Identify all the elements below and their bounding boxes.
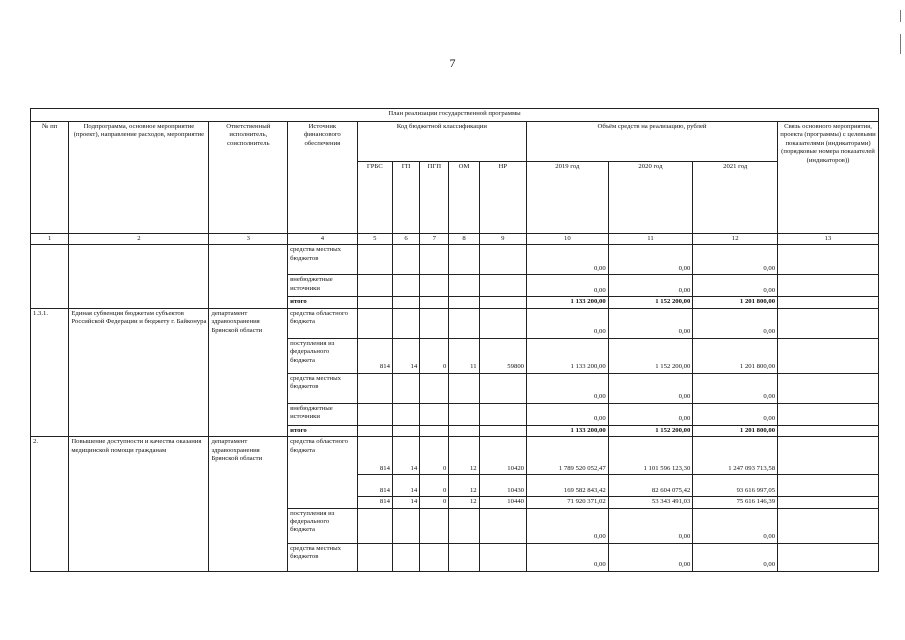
kbk-nr-cell: 10440 [479,497,526,508]
amount-2020-cell: 1 101 596 123,30 [608,437,693,475]
kbk-grbs-cell [357,308,392,338]
source-cell: поступления из федерального бюджета [288,508,358,543]
amount-2019-cell: 1 133 200,00 [527,297,609,308]
amount-2019-cell: 0,00 [527,245,609,275]
kbk-pgp-cell [420,297,449,308]
kbk-grbs-cell [357,425,392,436]
scan-mark [900,10,901,22]
table-row [31,245,879,275]
kbk-nr-cell [479,373,526,403]
column-number-cell: 11 [608,234,693,245]
amount-2020-cell: 1 152 200,00 [608,338,693,373]
kbk-grbs-cell: 814 [357,338,392,373]
kbk-empty-cell [392,543,419,571]
kbk-pgp-cell: 0 [420,497,449,508]
kbk-grbs-cell [357,275,392,297]
table-caption: План реализации государственной программы [31,109,879,122]
header-volume: Объём средств на реализацию, рублей [527,122,778,162]
kbk-empty-cell [479,508,526,543]
amount-2021-cell: 93 616 997,05 [693,475,778,497]
kbk-om-cell [449,308,479,338]
header-year-2021: 2021 год [693,162,778,234]
kbk-grbs-cell [357,245,392,275]
amount-2021-cell: 1 201 800,00 [693,425,778,436]
amount-2020-cell: 0,00 [608,543,693,571]
kbk-nr-cell [479,403,526,425]
column-number-cell: 12 [693,234,778,245]
source-cell: внебюджетные источники [288,275,358,297]
amount-2019-cell: 169 582 843,42 [527,475,609,497]
kbk-gp-cell: 14 [392,497,419,508]
responsible-cell: департамент здравоохранения Брянской области [209,308,288,436]
column-number-cell: 6 [392,234,419,245]
no-cell [31,245,69,308]
kbk-empty-cell [449,543,479,571]
amount-2019-cell: 1 133 200,00 [527,425,609,436]
source-cell: средства областного бюджета [288,437,358,508]
source-cell: итого [288,425,358,436]
header-om: ОМ [449,162,479,234]
indicator-link-cell [778,437,879,475]
amount-2021-cell: 0,00 [693,373,778,403]
amount-2020-cell: 0,00 [608,245,693,275]
kbk-om-cell: 12 [449,497,479,508]
header-year-2019: 2019 год [527,162,609,234]
amount-2019-cell: 0,00 [527,403,609,425]
header-source: Источник финансового обеспечения [288,122,358,234]
kbk-pgp-cell [420,245,449,275]
source-cell: средства областного бюджета [288,308,358,338]
kbk-om-cell [449,403,479,425]
kbk-gp-cell [392,245,419,275]
amount-2021-cell: 75 616 146,39 [693,497,778,508]
header-subprogram: Подпрограмма, основное мероприятие (проект), направление расходов, мероприятие [69,122,209,234]
source-cell: средства местных бюджетов [288,373,358,403]
amount-2020-cell: 0,00 [608,373,693,403]
kbk-grbs-cell [357,297,392,308]
column-number-cell: 4 [288,234,358,245]
kbk-nr-cell [479,275,526,297]
name-cell [69,245,209,308]
header-link: Связь основного мероприятия, проекта (программы) с целевыми показателями (индикаторами) (порядковые номера показателей (индикаторов)) [778,122,879,234]
kbk-om-cell [449,425,479,436]
kbk-empty-cell [449,508,479,543]
header-gp: ГП [392,162,419,234]
kbk-grbs-cell [357,403,392,425]
amount-2021-cell: 1 201 800,00 [693,297,778,308]
indicator-link-cell [778,245,879,275]
amount-2020-cell: 0,00 [608,508,693,543]
kbk-empty-cell [357,508,392,543]
kbk-pgp-cell: 0 [420,338,449,373]
source-cell: средства местных бюджетов [288,245,358,275]
kbk-pgp-cell [420,373,449,403]
kbk-nr-cell [479,308,526,338]
source-cell: итого [288,297,358,308]
kbk-empty-cell [420,508,449,543]
column-number-cell: 13 [778,234,879,245]
amount-2021-cell: 0,00 [693,543,778,571]
amount-2019-cell: 0,00 [527,543,609,571]
row-number-cell: 2. [31,437,69,571]
header-pgp: ПГП [420,162,449,234]
header-no: № пп [31,122,69,234]
indicator-link-cell [778,543,879,571]
column-number-cell: 3 [209,234,288,245]
amount-2021-cell: 1 247 093 713,58 [693,437,778,475]
indicator-link-cell [778,403,879,425]
indicator-link-cell [778,475,879,497]
plan-table [30,108,879,572]
row-number-cell: 1.3.1. [31,308,69,436]
kbk-nr-cell: 10420 [479,437,526,475]
table-row [31,437,879,475]
amount-2020-cell: 0,00 [608,275,693,297]
amount-2019-cell: 71 920 371,02 [527,497,609,508]
kbk-grbs-cell: 814 [357,437,392,475]
header-year-2020: 2020 год [608,162,693,234]
scan-mark [900,34,901,54]
amount-2019-cell: 0,00 [527,508,609,543]
kbk-gp-cell [392,308,419,338]
kbk-empty-cell [479,543,526,571]
indicator-link-cell [778,275,879,297]
amount-2021-cell: 0,00 [693,403,778,425]
kbk-pgp-cell: 0 [420,437,449,475]
kbk-nr-cell [479,425,526,436]
indicator-link-cell [778,425,879,436]
kbk-empty-cell [392,508,419,543]
header-kbk: Код бюджетной классификации [357,122,526,162]
indicator-link-cell [778,497,879,508]
page-number: 7 [449,56,456,70]
kbk-nr-cell [479,245,526,275]
indicator-link-cell [778,297,879,308]
kbk-pgp-cell: 0 [420,475,449,497]
event-name-cell: Единая субвенция бюджетам субъектов Российской Федерации и бюджету г. Байконура [69,308,209,436]
event-name-cell: Повышение доступности и качества оказания медицинской помощи гражданам [69,437,209,571]
amount-2021-cell: 0,00 [693,275,778,297]
amount-2021-cell: 1 201 800,00 [693,338,778,373]
amount-2019-cell: 0,00 [527,373,609,403]
kbk-om-cell [449,297,479,308]
column-number-cell: 2 [69,234,209,245]
indicator-link-cell [778,508,879,543]
source-cell: средства местных бюджетов [288,543,358,571]
header-responsible: Ответственный исполнитель, соисполнитель [209,122,288,234]
amount-2019-cell: 0,00 [527,308,609,338]
kbk-gp-cell: 14 [392,437,419,475]
kbk-nr-cell: 10430 [479,475,526,497]
column-number-cell: 9 [479,234,526,245]
column-number-cell: 10 [527,234,609,245]
kbk-om-cell [449,245,479,275]
kbk-gp-cell [392,403,419,425]
responsible-cell [209,245,288,308]
amount-2020-cell: 53 343 491,03 [608,497,693,508]
amount-2020-cell: 82 604 075,42 [608,475,693,497]
kbk-gp-cell [392,373,419,403]
amount-2019-cell: 0,00 [527,275,609,297]
amount-2020-cell: 1 152 200,00 [608,425,693,436]
header-nr: НР [479,162,526,234]
table-row [31,308,879,338]
kbk-om-cell: 12 [449,475,479,497]
kbk-gp-cell: 14 [392,475,419,497]
kbk-empty-cell [420,543,449,571]
indicator-link-cell [778,373,879,403]
kbk-om-cell [449,275,479,297]
kbk-pgp-cell [420,425,449,436]
kbk-nr-cell [479,297,526,308]
kbk-pgp-cell [420,275,449,297]
column-number-cell: 8 [449,234,479,245]
column-number-cell: 5 [357,234,392,245]
kbk-om-cell: 11 [449,338,479,373]
amount-2019-cell: 1 133 200,00 [527,338,609,373]
kbk-gp-cell [392,425,419,436]
indicator-link-cell [778,338,879,373]
kbk-gp-cell [392,297,419,308]
amount-2020-cell: 1 152 200,00 [608,297,693,308]
kbk-grbs-cell [357,373,392,403]
source-cell: поступления из федерального бюджета [288,338,358,373]
column-number-cell: 1 [31,234,69,245]
kbk-gp-cell [392,275,419,297]
kbk-pgp-cell [420,403,449,425]
source-cell: внебюджетные источники [288,403,358,425]
kbk-pgp-cell [420,308,449,338]
kbk-om-cell [449,373,479,403]
header-grbs: ГРБС [357,162,392,234]
amount-2021-cell: 0,00 [693,245,778,275]
column-number-cell: 7 [420,234,449,245]
amount-2021-cell: 0,00 [693,308,778,338]
table-row [31,234,879,245]
indicator-link-cell [778,308,879,338]
amount-2020-cell: 0,00 [608,403,693,425]
kbk-nr-cell: 59800 [479,338,526,373]
amount-2020-cell: 0,00 [608,308,693,338]
amount-2021-cell: 0,00 [693,508,778,543]
amount-2019-cell: 1 789 520 052,47 [527,437,609,475]
kbk-grbs-cell: 814 [357,475,392,497]
kbk-om-cell: 12 [449,437,479,475]
kbk-empty-cell [357,543,392,571]
kbk-grbs-cell: 814 [357,497,392,508]
kbk-gp-cell: 14 [392,338,419,373]
responsible-cell: департамент здравоохранения Брянской области [209,437,288,571]
